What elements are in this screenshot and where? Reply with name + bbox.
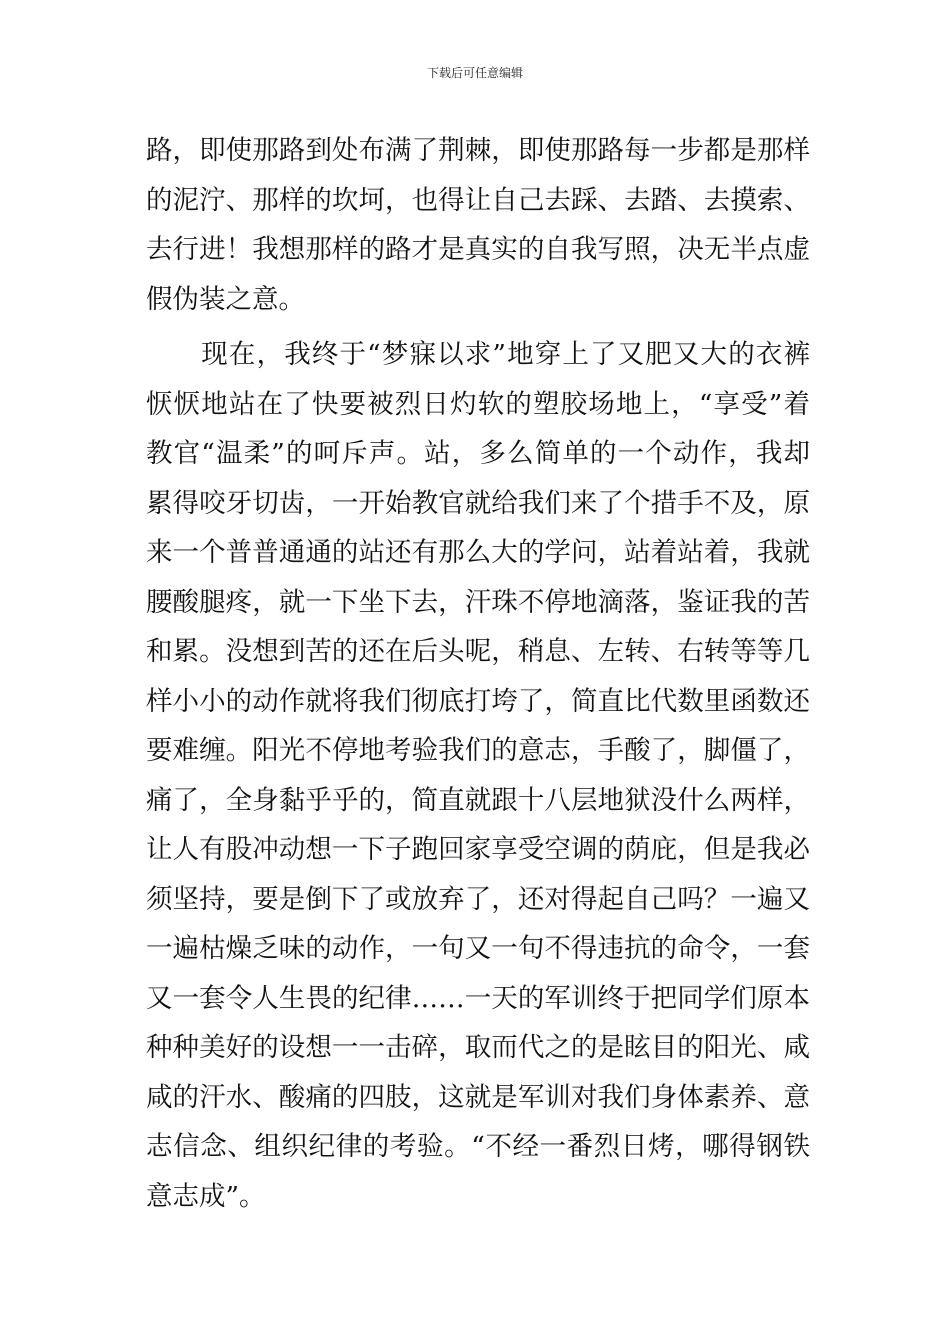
text-line: 种种美好的设想一一击碎，取而代之的是眩目的阳光、咸 [146,1032,810,1063]
text-line: 一遍枯燥乏味的动作，一句又一句不得违抗的命令，一套 [146,933,810,964]
text-line: 现在，我终于“梦寐以求”地穿上了又肥又大的衣裤 [146,339,810,370]
text-line: 要难缠。阳光不停地考验我们的意志，手酸了，脚僵了， [146,735,810,766]
paragraph-1 [146,126,810,324]
text-line: 来一个普普通通的站还有那么大的学问，站着站着，我就 [146,537,810,568]
text-line: 志信念、组织纪律的考验。“不经一番烈日烤，哪得钢铁 [146,1131,810,1162]
text-line: 样小小的动作就将我们彻底打垮了，简直比代数里函数还 [146,685,810,717]
text-line: 腰酸腿疼，就一下坐下去，汗珠不停地滴落，鉴证我的苦 [146,586,810,618]
text-line: 的泥泞、那样的坎坷，也得让自己去踩、去踏、去摸索、 [146,184,810,216]
body-text [146,126,810,1221]
text-line: 让人有股冲动想一下子跑回家享受空调的荫庇，但是我必 [146,834,810,865]
text-line: 意志成”。 [146,1180,266,1212]
text-line: 去行进！我想那样的路才是真实的自我写照，决无半点虚 [146,234,810,265]
text-line: 教官“温柔”的呵斥声。站，多么简单的一个动作，我却 [146,438,810,469]
text-line: 咸的汗水、酸痛的四肢，这就是军训对我们身体素养、意 [146,1081,810,1113]
text-line: 痛了，全身黏乎乎的，简直就跟十八层地狱没什么两样， [146,784,810,816]
paragraph-2 [146,330,810,1221]
text-line: 和累。没想到苦的还在后头呢，稍息、左转、右转等等几 [146,636,810,667]
text-line: 恹恹地站在了快要被烈日灼软的塑胶场地上，“享受”着 [146,388,810,420]
text-line: 须坚持，要是倒下了或放弃了，还对得起自己吗？一遍又 [146,883,810,915]
text-line: 又一套令人生畏的纪律……一天的军训终于把同学们原本 [146,982,810,1014]
text-line: 路，即使那路到处布满了荆棘，即使那路每一步都是那样 [146,135,810,166]
page-header: 下载后可任意编辑 [426,66,523,80]
text-line: 累得咬牙切齿，一开始教官就给我们来了个措手不及，原 [146,487,810,519]
text-line: 假伪装之意。 [146,283,305,315]
